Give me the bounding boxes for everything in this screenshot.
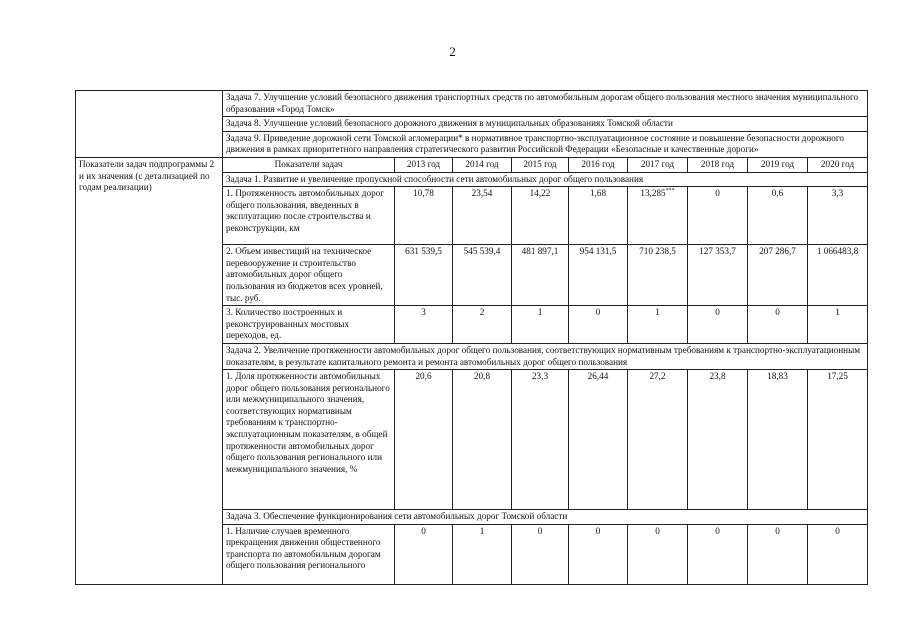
- value-cell: 2: [453, 306, 512, 344]
- value-cell: 27,2: [628, 370, 688, 510]
- value-cell: 1: [808, 306, 868, 344]
- value-cell: 0: [512, 524, 569, 584]
- row-label: 3. Количество построенных и реконструированных мостовых переходов, ед.: [223, 306, 395, 344]
- section-task-1: Задача 1. Развитие и увеличение пропускной способности сети автомобильных дорог общего пользования: [223, 172, 868, 187]
- row-label: 1. Доля протяженности автомобильных дорог общего пользования регионального или межмуниципального значения, соответствующих нормативным требованиям к транспортно-эксплуатационным показателям, в общей протяженности автомобильных дорог общего пользования регионального или межмуниципального значения, %: [223, 370, 395, 510]
- indicators-table: [75, 90, 868, 585]
- value-cell: 127 353,7: [688, 245, 748, 306]
- value-cell: 17,25: [808, 370, 868, 510]
- blank-left-cell: [76, 91, 223, 158]
- task-7-text: Задача 7. Улучшение условий безопасного движения транспортных средств по автомобильным дорогам общего пользования местного значения муниципального образования «Город Томск»: [223, 91, 868, 117]
- task-9-text: Задача 9. Приведение дорожной сети Томской агломерации* в нормативное транспортно-эксплуатационное состояние и повышение безопасности дорожного движения в рамках приоритетного направления стратегического развития Российской Федерации «Безопасные и качественные дороги»: [223, 131, 868, 157]
- value-cell: 0: [808, 524, 868, 584]
- value-cell: 1: [628, 306, 688, 344]
- value-cell: [628, 187, 688, 245]
- value-cell: 26,44: [569, 370, 628, 510]
- value-cell: 0: [748, 306, 808, 344]
- value-cell: 0: [748, 524, 808, 584]
- value-cell: 0,6: [748, 187, 808, 245]
- year-header: 2016 год: [569, 157, 628, 172]
- task-8-text: Задача 8. Улучшение условий безопасного дорожного движения в муниципальных образованиях Томской области: [223, 117, 868, 132]
- year-header: 2018 год: [688, 157, 748, 172]
- value-cell: 0: [688, 306, 748, 344]
- value-cell: 0: [569, 524, 628, 584]
- value-cell: 545 539,4: [453, 245, 512, 306]
- value-cell: 1: [453, 524, 512, 584]
- value-cell: 0: [688, 524, 748, 584]
- value-cell: 207 286,7: [748, 245, 808, 306]
- value-cell: 0: [569, 306, 628, 344]
- value-cell: 23,3: [512, 370, 569, 510]
- row-label: 2. Объем инвестиций на техническое перевооружение и строительство автомобильных дорог общего пользования из бюджетов всех уровней, тыс. руб.: [223, 245, 395, 306]
- task-7-row: [76, 91, 868, 117]
- value-cell: 10,78: [395, 187, 453, 245]
- page-number: 2: [449, 44, 456, 59]
- value-cell: 954 131,5: [569, 245, 628, 306]
- side-label: Показатели задач подпрограммы 2 и их значения (с детализацией по годам реализации): [76, 157, 223, 584]
- value-cell: 3: [395, 306, 453, 344]
- value-cell: 14,22: [512, 187, 569, 245]
- footnote-mark: ***: [665, 188, 675, 195]
- year-header: 2015 год: [512, 157, 569, 172]
- value-cell: 1,68: [569, 187, 628, 245]
- value-cell: 1: [512, 306, 569, 344]
- section-task-2: Задача 2. Увеличение протяженности автомобильных дорог общего пользования, соответствующих нормативным требованиям к транспортно-эксплуатационным показателям, в результате капитального ремонта и ремонта автомобильных дорог общего пользования: [223, 343, 868, 369]
- year-header: 2013 год: [395, 157, 453, 172]
- year-header: 2017 год: [628, 157, 688, 172]
- value-text: 13,285: [640, 188, 666, 199]
- value-cell: 481 897,1: [512, 245, 569, 306]
- value-cell: 23,54: [453, 187, 512, 245]
- year-header: 2020 год: [808, 157, 868, 172]
- value-cell: 1 066483,8: [808, 245, 868, 306]
- indicator-header: Показатели задач: [223, 157, 395, 172]
- header-row: [76, 157, 868, 172]
- value-cell: 3,3: [808, 187, 868, 245]
- value-cell: 23,8: [688, 370, 748, 510]
- value-cell: 0: [628, 524, 688, 584]
- year-header: 2014 год: [453, 157, 512, 172]
- value-cell: 710 238,5: [628, 245, 688, 306]
- row-label: 1. Протяженность автомобильных дорог общего пользования, введенных в эксплуатацию после строительства и реконструкции, км: [223, 187, 395, 245]
- year-header: 2019 год: [748, 157, 808, 172]
- value-cell: 20,8: [453, 370, 512, 510]
- value-cell: 0: [395, 524, 453, 584]
- section-task-3: Задача 3. Обеспечение функционирования сети автомобильных дорог Томской области: [223, 510, 868, 525]
- value-cell: 0: [688, 187, 748, 245]
- value-cell: 20,6: [395, 370, 453, 510]
- value-cell: 631 539,5: [395, 245, 453, 306]
- value-cell: 18,83: [748, 370, 808, 510]
- row-label: 1. Наличие случаев временного прекращения движения общественного транспорта по автомобильным дорогам общего пользования регионального: [223, 524, 395, 584]
